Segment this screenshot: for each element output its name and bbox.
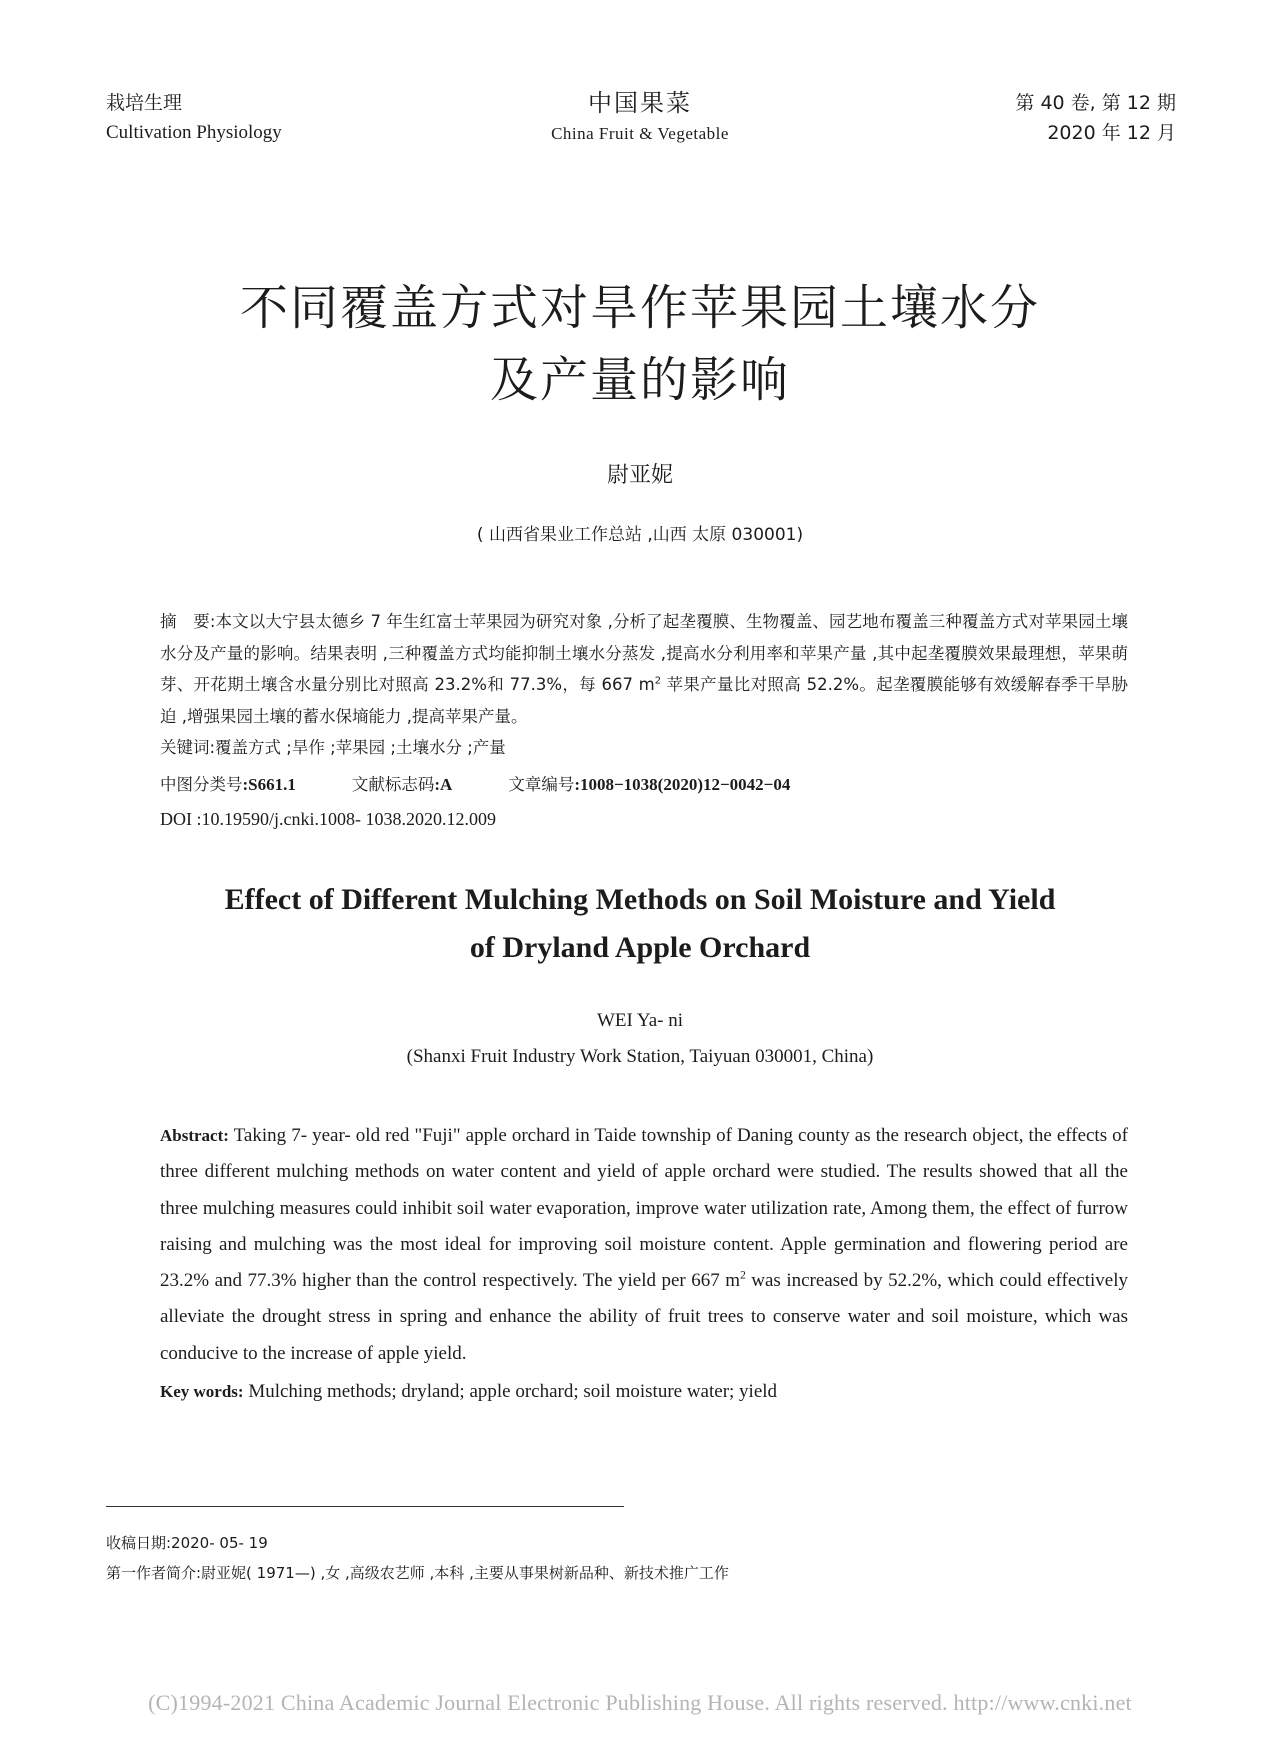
- footnote-divider: [106, 1506, 624, 1507]
- copyright-watermark: (C)1994-2021 China Academic Journal Electronic Publishing House. All rights reserved. http://www.cnki.net: [148, 1690, 1132, 1715]
- paper-title-cn: [0, 272, 1280, 416]
- author-name-en: WEI Ya- ni: [596, 1010, 684, 1031]
- abstract-en-label: Abstract:: [160, 1126, 229, 1145]
- issue-date: 2020 年 12 月: [1047, 122, 1176, 144]
- classification-row: [160, 770, 790, 800]
- article-number-value: :1008−1038(2020)12−0042−04: [574, 775, 791, 794]
- abstract-cn-superscript: 2: [654, 675, 661, 687]
- article-number-label: 文章编号: [508, 775, 575, 794]
- clc-value: :S661.1: [242, 775, 296, 794]
- doc-code-label: 文献标志码: [351, 775, 435, 794]
- keywords-cn-label: 关键词: [160, 738, 210, 757]
- abstract-en-text-part1: Taking 7- year- old red "Fuji" apple orchard in Taide township of Daning county as the research object, the effects of three different mulching methods on water content and yield of apple orchard were studied. The results showed that all the three mulching measures could inhibit soil water evaporation, improve water utilization rate, Among them, the effect of furrow raising and mulching was the most ideal for improving soil moisture content. Apple germination and flowering period are 23.2% and 77.3% higher than the control respectively. The yield per 667 m: [160, 1125, 1128, 1292]
- running-header-right: [1015, 88, 1176, 148]
- clc-label: 中图分类号: [160, 775, 243, 794]
- footnote-received-date: 收稿日期:2020- 05- 19: [106, 1534, 268, 1552]
- abstract-cn: [160, 606, 1128, 764]
- paper-title-cn-line1: 不同覆盖方式对旱作苹果园土壤水分: [239, 280, 1040, 336]
- section-label-en: Cultivation Physiology: [106, 122, 282, 143]
- keywords-en: [160, 1376, 1128, 1408]
- affiliation-cn: ( 山西省果业工作总站 ,山西 太原 030001): [476, 525, 804, 545]
- journal-name-en: China Fruit & Vegetable: [551, 124, 729, 143]
- issue-info: 第 40 卷, 第 12 期: [1015, 92, 1176, 114]
- doc-code-value: :A: [434, 775, 453, 794]
- section-label-cn: 栽培生理: [106, 92, 183, 114]
- paper-title-en-line2: of Dryland Apple Orchard: [469, 931, 811, 964]
- keywords-en-text: Mulching methods; dryland; apple orchard; soil moisture water; yield: [243, 1381, 778, 1402]
- affiliation-en: (Shanxi Fruit Industry Work Station, Taiyuan 030001, China): [406, 1046, 874, 1067]
- paper-title-cn-line2: 及产量的影响: [489, 352, 790, 408]
- journal-name-cn: 中国果菜: [588, 89, 692, 117]
- keywords-cn-text: :覆盖方式 ;旱作 ;苹果园 ;土壤水分 ;产量: [209, 738, 506, 757]
- abstract-cn-text-part1: :本文以大宁县太德乡 7 年生红富士苹果园为研究对象 ,分析了起垄覆膜、生物覆盖、园艺地布覆盖三种覆盖方式对苹果园土壤水分及产量的影响。结果表明 ,三种覆盖方式均能抑制土壤水分蒸发 ,提高水分利用率和苹果产量 ,其中起垄覆膜效果最理想，苹果萌芽、开花期土壤含水量分别比对照高 23.2%和 77.3%，每 667 m: [160, 612, 1129, 694]
- paper-title-en: [0, 876, 1280, 972]
- footnote-author-bio: 第一作者简介:尉亚妮( 1971—) ,女 ,高级农艺师 ,本科 ,主要从事果树新品种、新技术推广工作: [106, 1564, 729, 1582]
- abstract-cn-label: 摘 要: [160, 612, 210, 631]
- paper-title-en-line1: Effect of Different Mulching Methods on Soil Moisture and Yield: [224, 883, 1056, 916]
- doi: DOI :10.19590/j.cnki.1008- 1038.2020.12.009: [160, 809, 496, 829]
- abstract-en: [160, 1118, 1128, 1372]
- abstract-en-superscript: 2: [740, 1269, 746, 1282]
- abstract-cn-text-part2: 苹果产量比对照高 52.2%。起垄覆膜能够有效缓解春季干旱胁迫 ,增强果园土壤的蓄水保墒能力 ,提高苹果产量。: [160, 675, 1129, 726]
- abstract-en-text-part2: was increased by 52.2%, which could effectively alleviate the drought stress in spring and enhance the ability of fruit trees to conserve water and soil moisture, which was conducive to the increase of apple yield.: [160, 1270, 1128, 1364]
- keywords-en-label: Key words:: [160, 1382, 244, 1401]
- author-name-cn: 尉亚妮: [606, 463, 673, 488]
